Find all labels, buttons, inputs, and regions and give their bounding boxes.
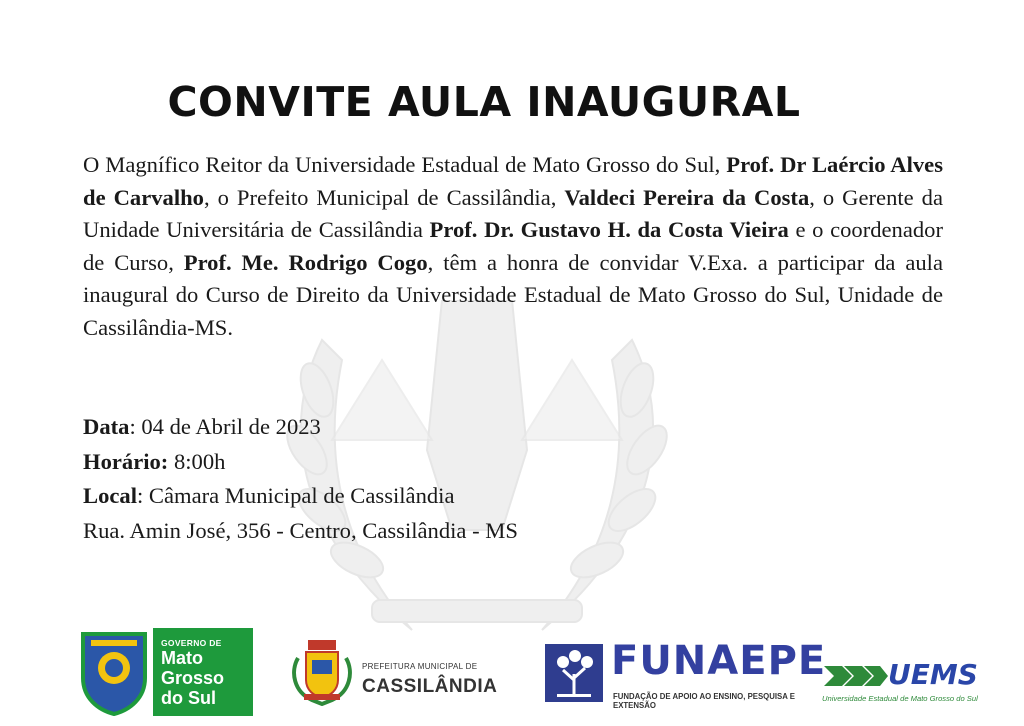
mayor-name: Valdeci Pereira da Costa (564, 184, 810, 210)
uems-name: UEMS (888, 658, 978, 691)
time-label: Horário: (83, 448, 169, 474)
place-value: : Câmara Municipal de Cassilândia (136, 483, 455, 508)
date-line (83, 410, 518, 445)
invitation-text: , o Gerente da Unidade Universitária de Cassilândia (83, 184, 943, 242)
invitation-text: , têm a honra de convidar V.Exa. a participar da aula inaugural do Curso de Direito da Universidade Estadual de Mato Grosso do Sul, Unidade de Cassilândia-MS. (83, 249, 943, 340)
funaepe-subtitle: FUNDAÇÃO DE APOIO AO ENSINO, PESQUISA E EXTENSÃO (613, 692, 795, 710)
address-line: Rua. Amin José, 356 - Centro, Cassilândia - MS (83, 517, 518, 543)
logo-governo-ms (75, 628, 253, 716)
uems-arrows-icon (822, 660, 890, 692)
invitation-text: , o Prefeito Municipal de Cassilândia, (203, 184, 565, 210)
ms-small-text: GOVERNO DE (161, 638, 222, 648)
logo-prefeitura-cassilandia (290, 636, 505, 706)
invitation-paragraph (83, 149, 943, 344)
ms-crest-icon (75, 628, 153, 716)
cassilandia-crest-icon (290, 636, 354, 706)
ms-name (161, 648, 224, 708)
cassilandia-name: CASSILÂNDIA (362, 676, 498, 697)
uems-subtitle: Universidade Estadual de Mato Grosso do Sul (822, 694, 978, 703)
sponsor-logos (0, 624, 1024, 726)
event-details (83, 410, 518, 548)
logo-funaepe (545, 638, 827, 710)
cassilandia-small-text: PREFEITURA MUNICIPAL DE (362, 662, 478, 671)
page-title: CONVITE AULA INAUGURAL (167, 78, 801, 126)
coordinator-name: Prof. Me. Rodrigo Cogo (183, 249, 428, 275)
place-label: Local (83, 483, 137, 508)
invitation-text: e o coordenador de Curso, (83, 217, 944, 275)
ms-name-line: do Sul (161, 688, 216, 708)
time-value: 8:00h (168, 448, 226, 474)
rector-name: Prof. Dr Laércio Alves de Carvalho (83, 152, 943, 210)
funaepe-tree-icon (545, 644, 603, 702)
ms-text-box (153, 628, 253, 716)
date-value: : 04 de Abril de 2023 (129, 414, 321, 439)
manager-name: Prof. Dr. Gustavo H. da Costa Vieira (429, 217, 789, 242)
date-label: Data (83, 414, 130, 439)
ms-name-line: Grosso (161, 668, 225, 688)
invitation-text: O Magnífico Reitor da Universidade Estadual de Mato Grosso do Sul, (83, 152, 727, 177)
funaepe-name: FUNAEPE (611, 638, 827, 684)
ms-name-line: Mato (161, 648, 203, 668)
time-line (83, 445, 518, 480)
logo-uems (822, 654, 992, 709)
place-line (83, 479, 518, 514)
